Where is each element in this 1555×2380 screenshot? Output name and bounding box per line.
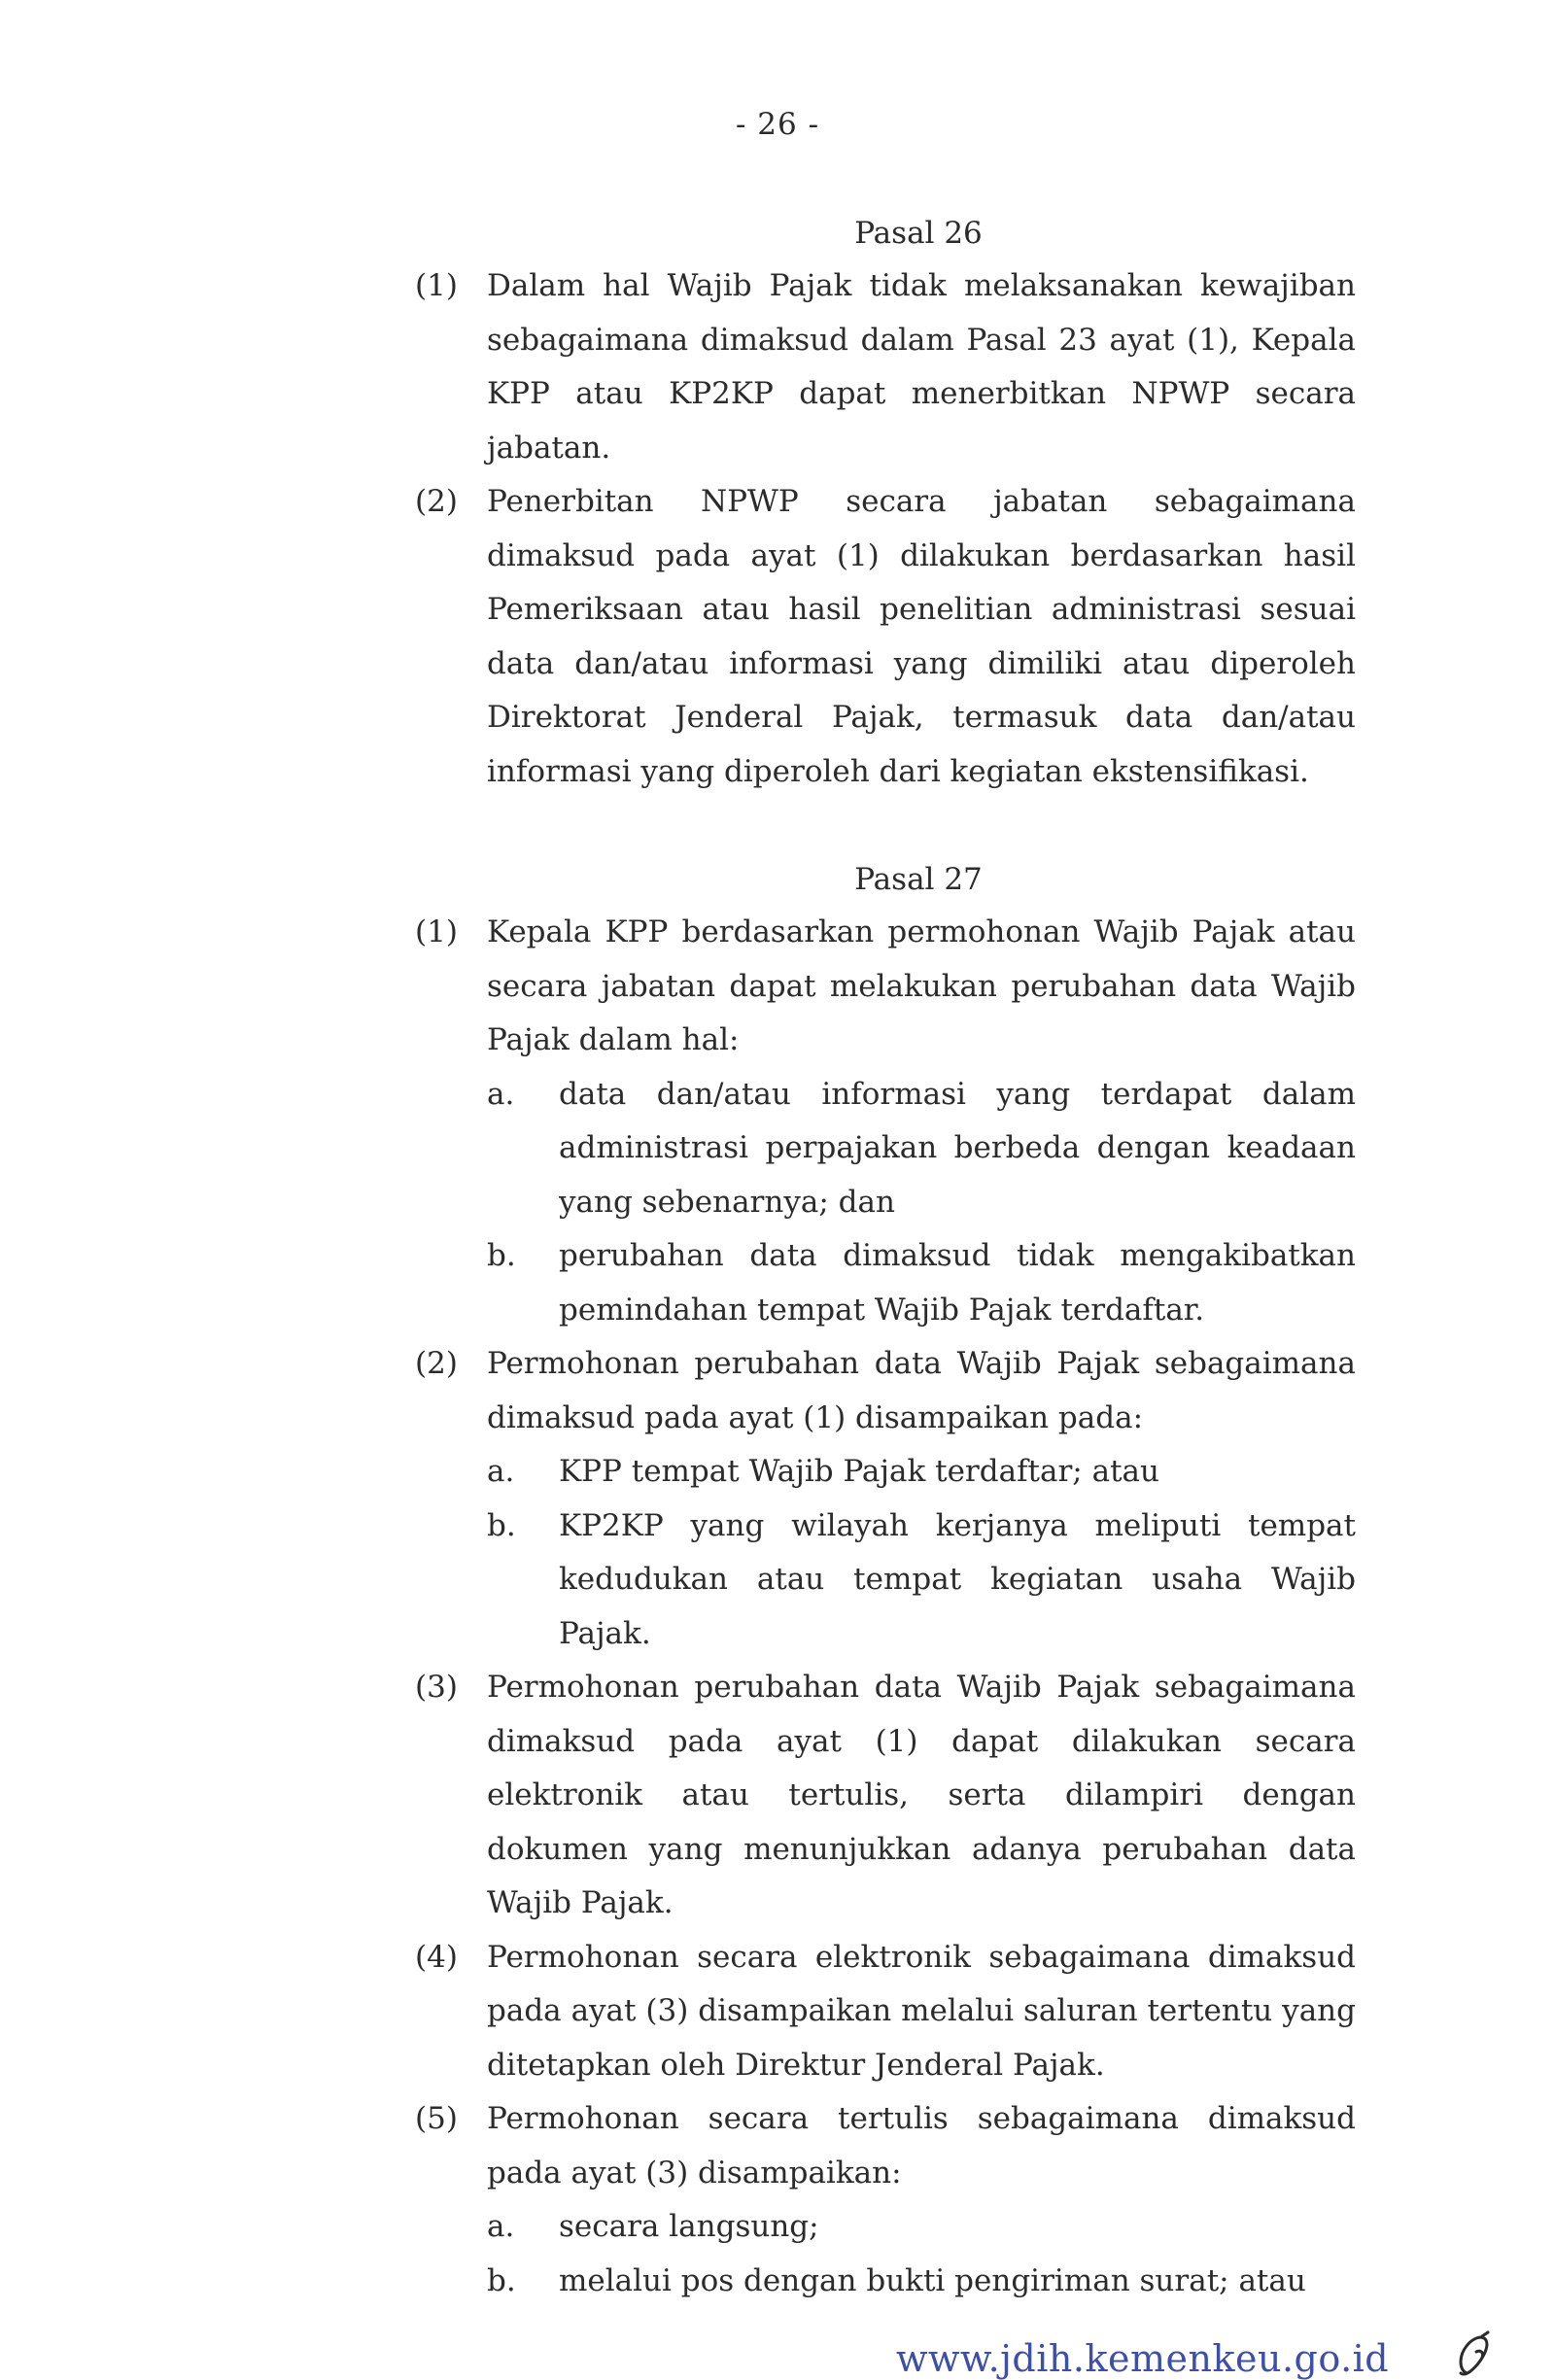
list-item-letter: a. bbox=[487, 1076, 515, 1112]
list-item-letter: a. bbox=[487, 1454, 515, 1489]
ayat-text: Permohonan perubahan data Wajib Pajak sebagaimana dimaksud pada ayat (1) dapat dilakukan secara elektronik atau tertulis, serta dilampiri dengan dokumen yang menunjukkan adanya perubahan data Wajib Pajak. bbox=[487, 1670, 1356, 1920]
list-item bbox=[487, 1445, 1356, 1500]
pasal-27-ayat-1 bbox=[403, 906, 1356, 1337]
ayat-number: (1) bbox=[415, 268, 458, 303]
list-item-text: melalui pos dengan bukti pengiriman surat; atau bbox=[559, 2262, 1306, 2298]
pasal-26-title: Pasal 26 bbox=[854, 216, 983, 251]
pasal-26-ayat-2 bbox=[403, 475, 1356, 799]
list-item bbox=[487, 1068, 1356, 1230]
list-item bbox=[487, 2255, 1356, 2309]
list-item-text: perubahan data dimaksud tidak mengakibatkan pemindahan tempat Wajib Pajak terdaftar. bbox=[559, 1238, 1356, 1328]
ayat-number: (4) bbox=[415, 1939, 458, 1975]
list-item bbox=[487, 1500, 1356, 1662]
ayat-text: Dalam hal Wajib Pajak tidak melaksanakan kewajiban sebagaimana dimaksud dalam Pasal 23 ayat (1), Kepala KPP atau KP2KP dapat menerbitkan NPWP secara jabatan. bbox=[487, 268, 1356, 466]
ayat-text: Permohonan perubahan data Wajib Pajak sebagaimana dimaksud pada ayat (1) disampaikan pada: bbox=[487, 1346, 1356, 1435]
pasal-27-ayat-4 bbox=[403, 1931, 1356, 2093]
list-item-letter: b. bbox=[487, 2262, 516, 2298]
list-item bbox=[487, 1229, 1356, 1337]
list-item-letter: b. bbox=[487, 1238, 516, 1273]
ayat-number: (1) bbox=[415, 914, 458, 949]
paraf-initial bbox=[1453, 2330, 1496, 2379]
pasal-27-ayat-5 bbox=[403, 2092, 1356, 2308]
ayat-text: Penerbitan NPWP secara jabatan sebagaimana dimaksud pada ayat (1) dilakukan berdasarkan hasil Pemeriksaan atau hasil penelitian administrasi sesuai data dan/atau informasi yang dimiliki atau diperoleh Direktorat Jenderal Pajak, termasuk data dan/atau informasi yang diperoleh dari kegiatan ekstensifikasi. bbox=[487, 484, 1356, 789]
jdih-website-link[interactable]: www.jdih.kemenkeu.go.id bbox=[896, 2337, 1390, 2380]
pasal-26 bbox=[403, 216, 1356, 799]
list-item-text: secara langsung; bbox=[559, 2209, 819, 2244]
pasal-27-ayat-2 bbox=[403, 1337, 1356, 1661]
ayat-number: (2) bbox=[415, 484, 458, 519]
pasal-27-title: Pasal 27 bbox=[854, 862, 983, 897]
ayat-number: (5) bbox=[415, 2101, 458, 2136]
ayat-number: (2) bbox=[415, 1346, 458, 1381]
pasal-27-ayat-3 bbox=[403, 1661, 1356, 1931]
ayat-text: Permohonan secara tertulis sebagaimana dimaksud pada ayat (3) disampaikan: bbox=[487, 2101, 1356, 2190]
list-item bbox=[487, 2200, 1356, 2255]
ayat-number: (3) bbox=[415, 1670, 458, 1705]
list-item-letter: a. bbox=[487, 2209, 515, 2244]
pasal-27 bbox=[403, 862, 1356, 2308]
ayat-text: Kepala KPP berdasarkan permohonan Wajib Pajak atau secara jabatan dapat melakukan perubahan data Wajib Pajak dalam hal: bbox=[487, 914, 1356, 1057]
list-item-text: data dan/atau informasi yang terdapat dalam administrasi perpajakan berbeda dengan keadaan yang sebenarnya; dan bbox=[559, 1076, 1356, 1220]
list-item-text: KPP tempat Wajib Pajak terdaftar; atau bbox=[559, 1454, 1159, 1489]
list-item-letter: b. bbox=[487, 1507, 516, 1543]
list-item-text: KP2KP yang wilayah kerjanya meliputi tempat kedudukan atau tempat kegiatan usaha Wajib Pajak. bbox=[559, 1507, 1356, 1651]
page-number: - 26 - bbox=[735, 107, 820, 142]
pasal-26-ayat-1 bbox=[403, 259, 1356, 475]
ayat-text: Permohonan secara elektronik sebagaimana dimaksud pada ayat (3) disampaikan melalui saluran tertentu yang ditetapkan oleh Direktur Jenderal Pajak. bbox=[487, 1939, 1356, 2083]
